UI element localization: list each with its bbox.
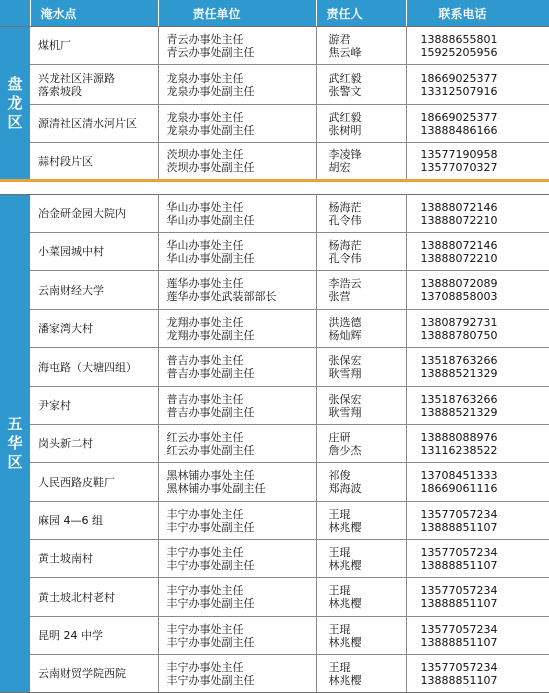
cell-unit: 普吉办事处主任 普吉办事处副主任 xyxy=(158,387,316,425)
cell-person: 庄研 詹少杰 xyxy=(316,425,406,463)
cell-person: 洪选德 杨灿辉 xyxy=(316,310,406,348)
cell-phone: 13888655801 15925205956 xyxy=(406,27,549,65)
cell-unit: 龙泉办事处主任 龙泉办事处副主任 xyxy=(158,65,316,105)
cell-unit: 茨坝办事处主任 茨坝办事处副主任 xyxy=(158,143,316,180)
cell-place: 尹家村 xyxy=(30,387,158,425)
cell-phone: 13518763266 13888521329 xyxy=(406,387,549,425)
header-unit: 责任单位 xyxy=(158,0,316,26)
table-row xyxy=(0,143,549,180)
cell-place: 岗头新二村 xyxy=(30,425,158,463)
cell-person: 武红毅 张树明 xyxy=(316,105,406,143)
cell-phone: 13577190958 13577070327 xyxy=(406,143,549,180)
header-place: 淹水点 xyxy=(30,0,158,26)
table-row xyxy=(0,271,549,310)
cell-place: 云南财经大学 xyxy=(30,271,158,310)
cell-phone: 18669025377 13312507916 xyxy=(406,65,549,105)
cell-phone: 13888072146 13888072210 xyxy=(406,233,549,271)
district-label: 五 华 区 xyxy=(0,195,30,693)
cell-person: 李凌锋 胡宏 xyxy=(316,143,406,180)
header-person: 责任人 xyxy=(316,0,406,26)
cell-unit: 黑林铺办事处主任 黑林铺办事处副主任 xyxy=(158,463,316,502)
cell-phone: 13888072089 13708858003 xyxy=(406,271,549,310)
table-row xyxy=(0,27,549,65)
table-row xyxy=(0,463,549,502)
section-panlong xyxy=(0,26,549,180)
cell-phone: 13577057234 13888851107 xyxy=(406,655,549,693)
table-row xyxy=(0,578,549,617)
cell-person: 张保宏 耿雪翔 xyxy=(316,387,406,425)
cell-place: 兴龙社区沣源路 落索坡段 xyxy=(30,65,158,105)
cell-place: 云南财贸学院西院 xyxy=(38,667,126,680)
cell-phone: 18669025377 13888486166 xyxy=(406,105,549,143)
table-row xyxy=(0,348,549,387)
cell-person: 武红毅 张警文 xyxy=(316,65,406,105)
cell-unit: 华山办事处主任 华山办事处副主任 xyxy=(158,233,316,271)
table-row xyxy=(0,310,549,348)
cell-person: 王琨 林兆樱 xyxy=(316,578,406,617)
table-row xyxy=(0,425,549,463)
cell-phone: 13577057234 13888851107 xyxy=(406,617,549,655)
header-district-blank xyxy=(0,0,30,26)
cell-place: 黄土坡南村 xyxy=(30,540,158,578)
cell-person: 李浩云 张营 xyxy=(316,271,406,310)
cell-unit: 丰宁办事处主任 丰宁办事处副主任 xyxy=(158,617,316,655)
table-row xyxy=(0,502,549,540)
table-row xyxy=(0,655,549,693)
section-wuhua xyxy=(0,194,549,693)
cell-unit: 丰宁办事处主任 丰宁办事处副主任 xyxy=(158,578,316,617)
cell-phone: 13708451333 18669061116 xyxy=(406,463,549,502)
table-row xyxy=(0,65,549,105)
cell-unit: 龙翔办事处主任 龙翔办事处副主任 xyxy=(158,310,316,348)
cell-unit: 丰宁办事处主任 丰宁办事处副主任 xyxy=(158,502,316,540)
cell-person: 王琨 林兆樱 xyxy=(316,655,406,693)
cell-phone: 13888072146 13888072210 xyxy=(406,195,549,233)
cell-unit: 华山办事处主任 华山办事处副主任 xyxy=(158,195,316,233)
cell-person: 张保宏 耿雪翔 xyxy=(316,348,406,387)
cell-unit: 龙泉办事处主任 龙泉办事处副主任 xyxy=(158,105,316,143)
cell-unit: 红云办事处主任 红云办事处副主任 xyxy=(158,425,316,463)
table-row xyxy=(0,387,549,425)
cell-place: 人民西路皮鞋厂 xyxy=(30,463,158,502)
cell-unit: 莲华办事处主任 莲华办事处武装部部长 xyxy=(158,271,316,310)
district-label: 盘 龙 区 xyxy=(0,27,30,180)
cell-phone: 13577057234 13888851107 xyxy=(406,578,549,617)
cell-unit: 丰宁办事处主任 丰宁办事处副主任 xyxy=(158,655,316,693)
cell-unit: 普吉办事处主任 普吉办事处副主任 xyxy=(158,348,316,387)
cell-place: 蒜村段片区 xyxy=(38,154,93,168)
cell-phone: 13888088976 13116238522 xyxy=(406,425,549,463)
cell-unit: 丰宁办事处主任 丰宁办事处副主任 xyxy=(158,540,316,578)
cell-phone: 13577057234 13888851107 xyxy=(406,540,549,578)
cell-phone: 13577057234 13888851107 xyxy=(406,502,549,540)
cell-place: 潘家湾大村 xyxy=(30,310,158,348)
cell-place: 黄土坡北村老村 xyxy=(30,578,158,617)
cell-person: 王琨 林兆樱 xyxy=(316,502,406,540)
table-row xyxy=(0,540,549,578)
cell-unit: 青云办事处主任 青云办事处副主任 xyxy=(158,27,316,65)
cell-person: 王琨 林兆樱 xyxy=(316,540,406,578)
header-row xyxy=(0,0,549,26)
cell-place: 麻园 4—6 组 xyxy=(30,502,158,540)
table-row xyxy=(0,617,549,655)
cell-phone: 13808792731 13888780750 xyxy=(406,310,549,348)
table-row xyxy=(0,195,549,233)
table-row xyxy=(0,233,549,271)
cell-place: 海屯路（大塘四组） xyxy=(30,348,158,387)
cell-person: 祁俊 郑海波 xyxy=(316,463,406,502)
cell-person: 王琨 林兆樱 xyxy=(316,617,406,655)
table-row xyxy=(0,105,549,143)
cell-person: 杨海茫 孔令伟 xyxy=(316,195,406,233)
cell-place: 小菜园城中村 xyxy=(30,233,158,271)
section-gap xyxy=(0,182,549,194)
table-header xyxy=(0,0,549,26)
cell-place: 煤机厂 xyxy=(30,27,158,65)
cell-place: 昆明 24 中学 xyxy=(30,617,158,655)
cell-phone: 13518763266 13888521329 xyxy=(406,348,549,387)
cell-person: 游君 焦云峰 xyxy=(316,27,406,65)
cell-place: 冶金研金园大院内 xyxy=(30,195,158,233)
header-phone: 联系电话 xyxy=(406,0,549,26)
cell-place: 源清社区清水河片区 xyxy=(30,105,158,143)
cell-person: 杨海茫 孔令伟 xyxy=(316,233,406,271)
